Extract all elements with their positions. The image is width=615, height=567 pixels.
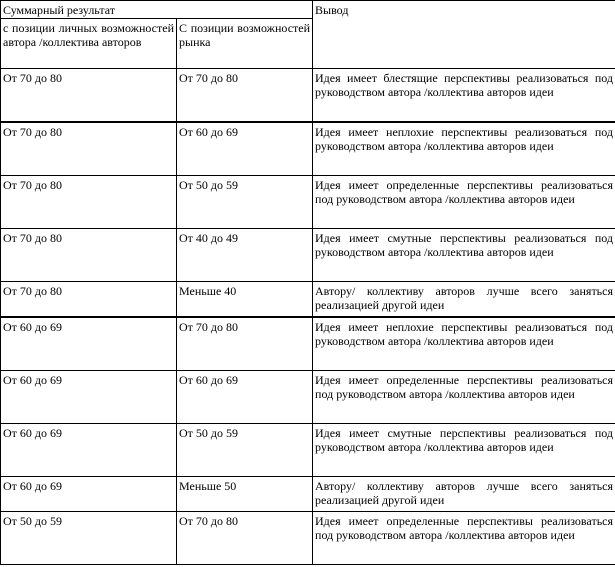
conclusion-cell: Автору/ коллективу авторов лучше всего заняться реализацией другой идеи <box>313 282 615 318</box>
market-cell: От 60 до 69 <box>177 371 313 424</box>
market-cell: От 50 до 59 <box>177 176 313 229</box>
conclusion-cell: Идея имеет определенные перспективы реализоваться под руководством автора /коллектива авторов идеи <box>313 371 615 424</box>
personal-cell: От 50 до 59 <box>1 512 177 565</box>
table-row <box>1 477 615 512</box>
personal-cell: От 70 до 80 <box>1 229 177 282</box>
table-row <box>1 317 615 371</box>
table-row <box>1 512 615 565</box>
personal-cell: От 70 до 80 <box>1 176 177 229</box>
table-row <box>1 69 615 123</box>
personal-cell: От 60 до 69 <box>1 317 177 371</box>
header-row <box>1 1 615 19</box>
table-row <box>1 371 615 424</box>
table-row <box>1 282 615 318</box>
table-row <box>1 176 615 229</box>
conclusion-cell: Автору/ коллективу авторов лучше всего заняться реализацией другой идеи <box>313 477 615 512</box>
conclusion-cell: Идея имеет определенные перспективы реализоваться под руководством автора /коллектива авторов идеи <box>313 512 615 565</box>
summary-header: Суммарный результат <box>1 1 313 19</box>
market-cell: Меньше 50 <box>177 477 313 512</box>
table-row <box>1 229 615 282</box>
table-row <box>1 122 615 176</box>
personal-cell: От 70 до 80 <box>1 69 177 123</box>
market-cell: От 40 до 49 <box>177 229 313 282</box>
market-header: С позиции возможностей рынка <box>177 19 313 69</box>
personal-header: с позиции личных возможностей автора /коллектива авторов <box>1 19 177 69</box>
conclusion-cell: Идея имеет блестящие перспективы реализоваться под руководством автора /коллектива авторов идеи <box>313 69 615 123</box>
personal-cell: От 70 до 80 <box>1 122 177 176</box>
personal-cell: От 60 до 69 <box>1 371 177 424</box>
market-cell: От 70 до 80 <box>177 317 313 371</box>
market-cell: От 60 до 69 <box>177 122 313 176</box>
market-cell: От 70 до 80 <box>177 512 313 565</box>
personal-cell: От 60 до 69 <box>1 477 177 512</box>
personal-cell: От 70 до 80 <box>1 282 177 318</box>
table-row <box>1 424 615 477</box>
conclusion-cell: Идея имеет определенные перспективы реализоваться под руководством автора /коллектива авторов идеи <box>313 176 615 229</box>
personal-cell: От 60 до 69 <box>1 424 177 477</box>
conclusion-cell: Идея имеет смутные перспективы реализоваться под руководством автора /коллектива авторов идеи <box>313 424 615 477</box>
conclusion-header: Вывод <box>313 1 615 69</box>
market-cell: Меньше 40 <box>177 282 313 318</box>
market-cell: От 70 до 80 <box>177 69 313 123</box>
conclusion-cell: Идея имеет неплохие перспективы реализоваться под руководством автора /коллектива авторов идеи <box>313 122 615 176</box>
conclusion-cell: Идея имеет смутные перспективы реализоваться под руководством автора /коллектива авторов идеи <box>313 229 615 282</box>
conclusion-cell: Идея имеет неплохие перспективы реализоваться под руководством автора /коллектива авторов идеи <box>313 317 615 371</box>
market-cell: От 50 до 59 <box>177 424 313 477</box>
